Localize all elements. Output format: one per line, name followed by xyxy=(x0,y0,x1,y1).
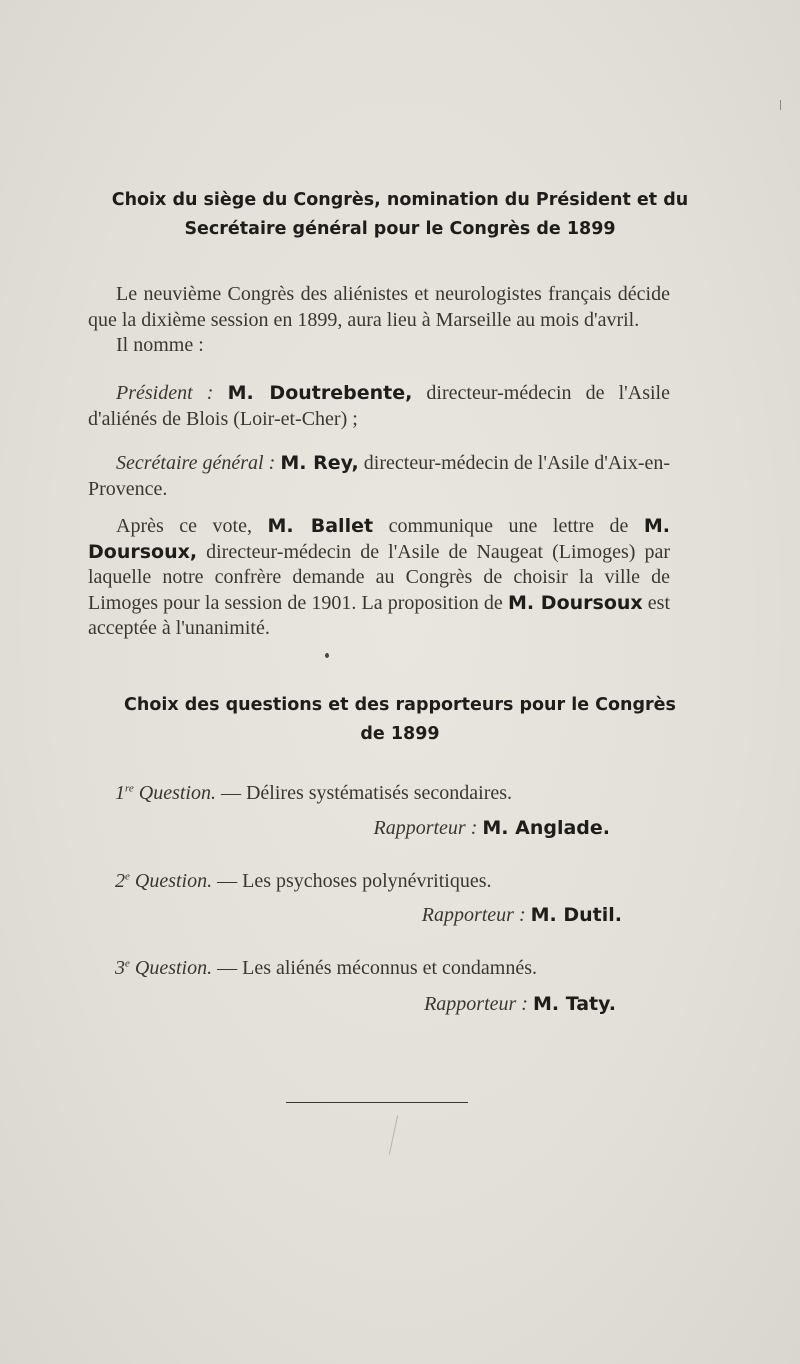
paragraph-decision xyxy=(88,282,670,359)
question-sup: e xyxy=(125,957,130,970)
rapporteur-name: M. Taty. xyxy=(532,993,616,1015)
secretary-desc: directeur-médecin de l'Asile d'Aix-en-Provence. xyxy=(88,452,671,500)
question-sup: re xyxy=(125,782,134,795)
president-label: Président : xyxy=(116,382,214,404)
rapporteur-name: M. Anglade. xyxy=(482,817,610,839)
paragraph-text xyxy=(88,514,670,642)
vote-text: est acceptée à l'unanimité. xyxy=(88,591,671,639)
question-line xyxy=(115,870,492,893)
president-desc: directeur-médecin de l'Asile d'aliénés de Blois (Loir-et-Cher) ; xyxy=(88,382,670,430)
question-label: Question. xyxy=(134,957,213,979)
heading-line: Secrétaire général pour le Congrès de 1899 xyxy=(184,219,616,239)
rapporteur-line xyxy=(422,904,622,927)
secretary-name: M. Rey, xyxy=(280,452,359,474)
rapporteur-label: Rapporteur : xyxy=(424,993,528,1015)
rapporteur-label: Rapporteur : xyxy=(373,817,478,839)
section-heading-questions xyxy=(80,691,720,749)
question-line xyxy=(115,957,537,980)
rapporteur-line xyxy=(373,817,610,840)
question-sup: e xyxy=(125,870,130,883)
paragraph-text: Il nomme : xyxy=(116,334,204,356)
vote-name: M. Doursoux, xyxy=(88,515,671,563)
paragraph-secretary xyxy=(88,451,670,502)
paragraph-president xyxy=(88,381,670,432)
rapporteur-label: Rapporteur : xyxy=(421,904,526,926)
heading-line: de 1899 xyxy=(360,724,440,744)
question-number: 1 xyxy=(115,782,125,804)
vote-text: Après ce vote, xyxy=(116,515,268,537)
vote-text: directeur-médecin de l'Asile de Naugeat (Limoges) par laquelle notre confrère demande au Congrès de choisir la ville de Limoges pour la session de 1901. La proposition de xyxy=(88,540,670,614)
question-number: 3 xyxy=(115,957,125,979)
heading-line: Choix des questions et des rapporteurs pour le Congrès xyxy=(124,695,676,715)
paper-mark xyxy=(389,1115,398,1154)
question-label: Question. xyxy=(138,782,216,804)
section-heading-siege xyxy=(80,186,720,244)
ink-dot xyxy=(325,653,329,658)
question-number: 2 xyxy=(115,870,125,892)
president-name: M. Doutrebente, xyxy=(227,382,413,404)
question-text: — Les aliénés méconnus et condamnés. xyxy=(212,957,538,979)
vote-name: M. Ballet xyxy=(267,515,374,537)
paragraph-vote xyxy=(88,514,670,642)
question-text: — Les psychoses polynévritiques. xyxy=(212,870,492,892)
vote-text: communique une lettre de xyxy=(373,515,644,537)
paragraph-text xyxy=(88,451,670,502)
paragraph-text xyxy=(88,381,670,432)
section-divider xyxy=(286,1102,468,1103)
vote-name: M. Doursoux xyxy=(507,591,643,614)
rapporteur-line xyxy=(424,993,616,1016)
question-line xyxy=(115,782,512,805)
paragraph-text: Le neuvième Congrès des aliénistes et neurologistes français décide que la dixième session en 1899, aura lieu à Marseille au mois d'avril. xyxy=(88,283,670,331)
secretary-label: Secrétaire général : xyxy=(116,452,276,474)
heading-line: Choix du siège du Congrès, nomination du Président et du xyxy=(111,190,689,210)
question-text: — Délires systématisés secondaires. xyxy=(215,782,513,804)
question-label: Question. xyxy=(134,870,213,892)
rapporteur-name: M. Dutil. xyxy=(530,904,622,926)
margin-mark xyxy=(780,100,781,110)
